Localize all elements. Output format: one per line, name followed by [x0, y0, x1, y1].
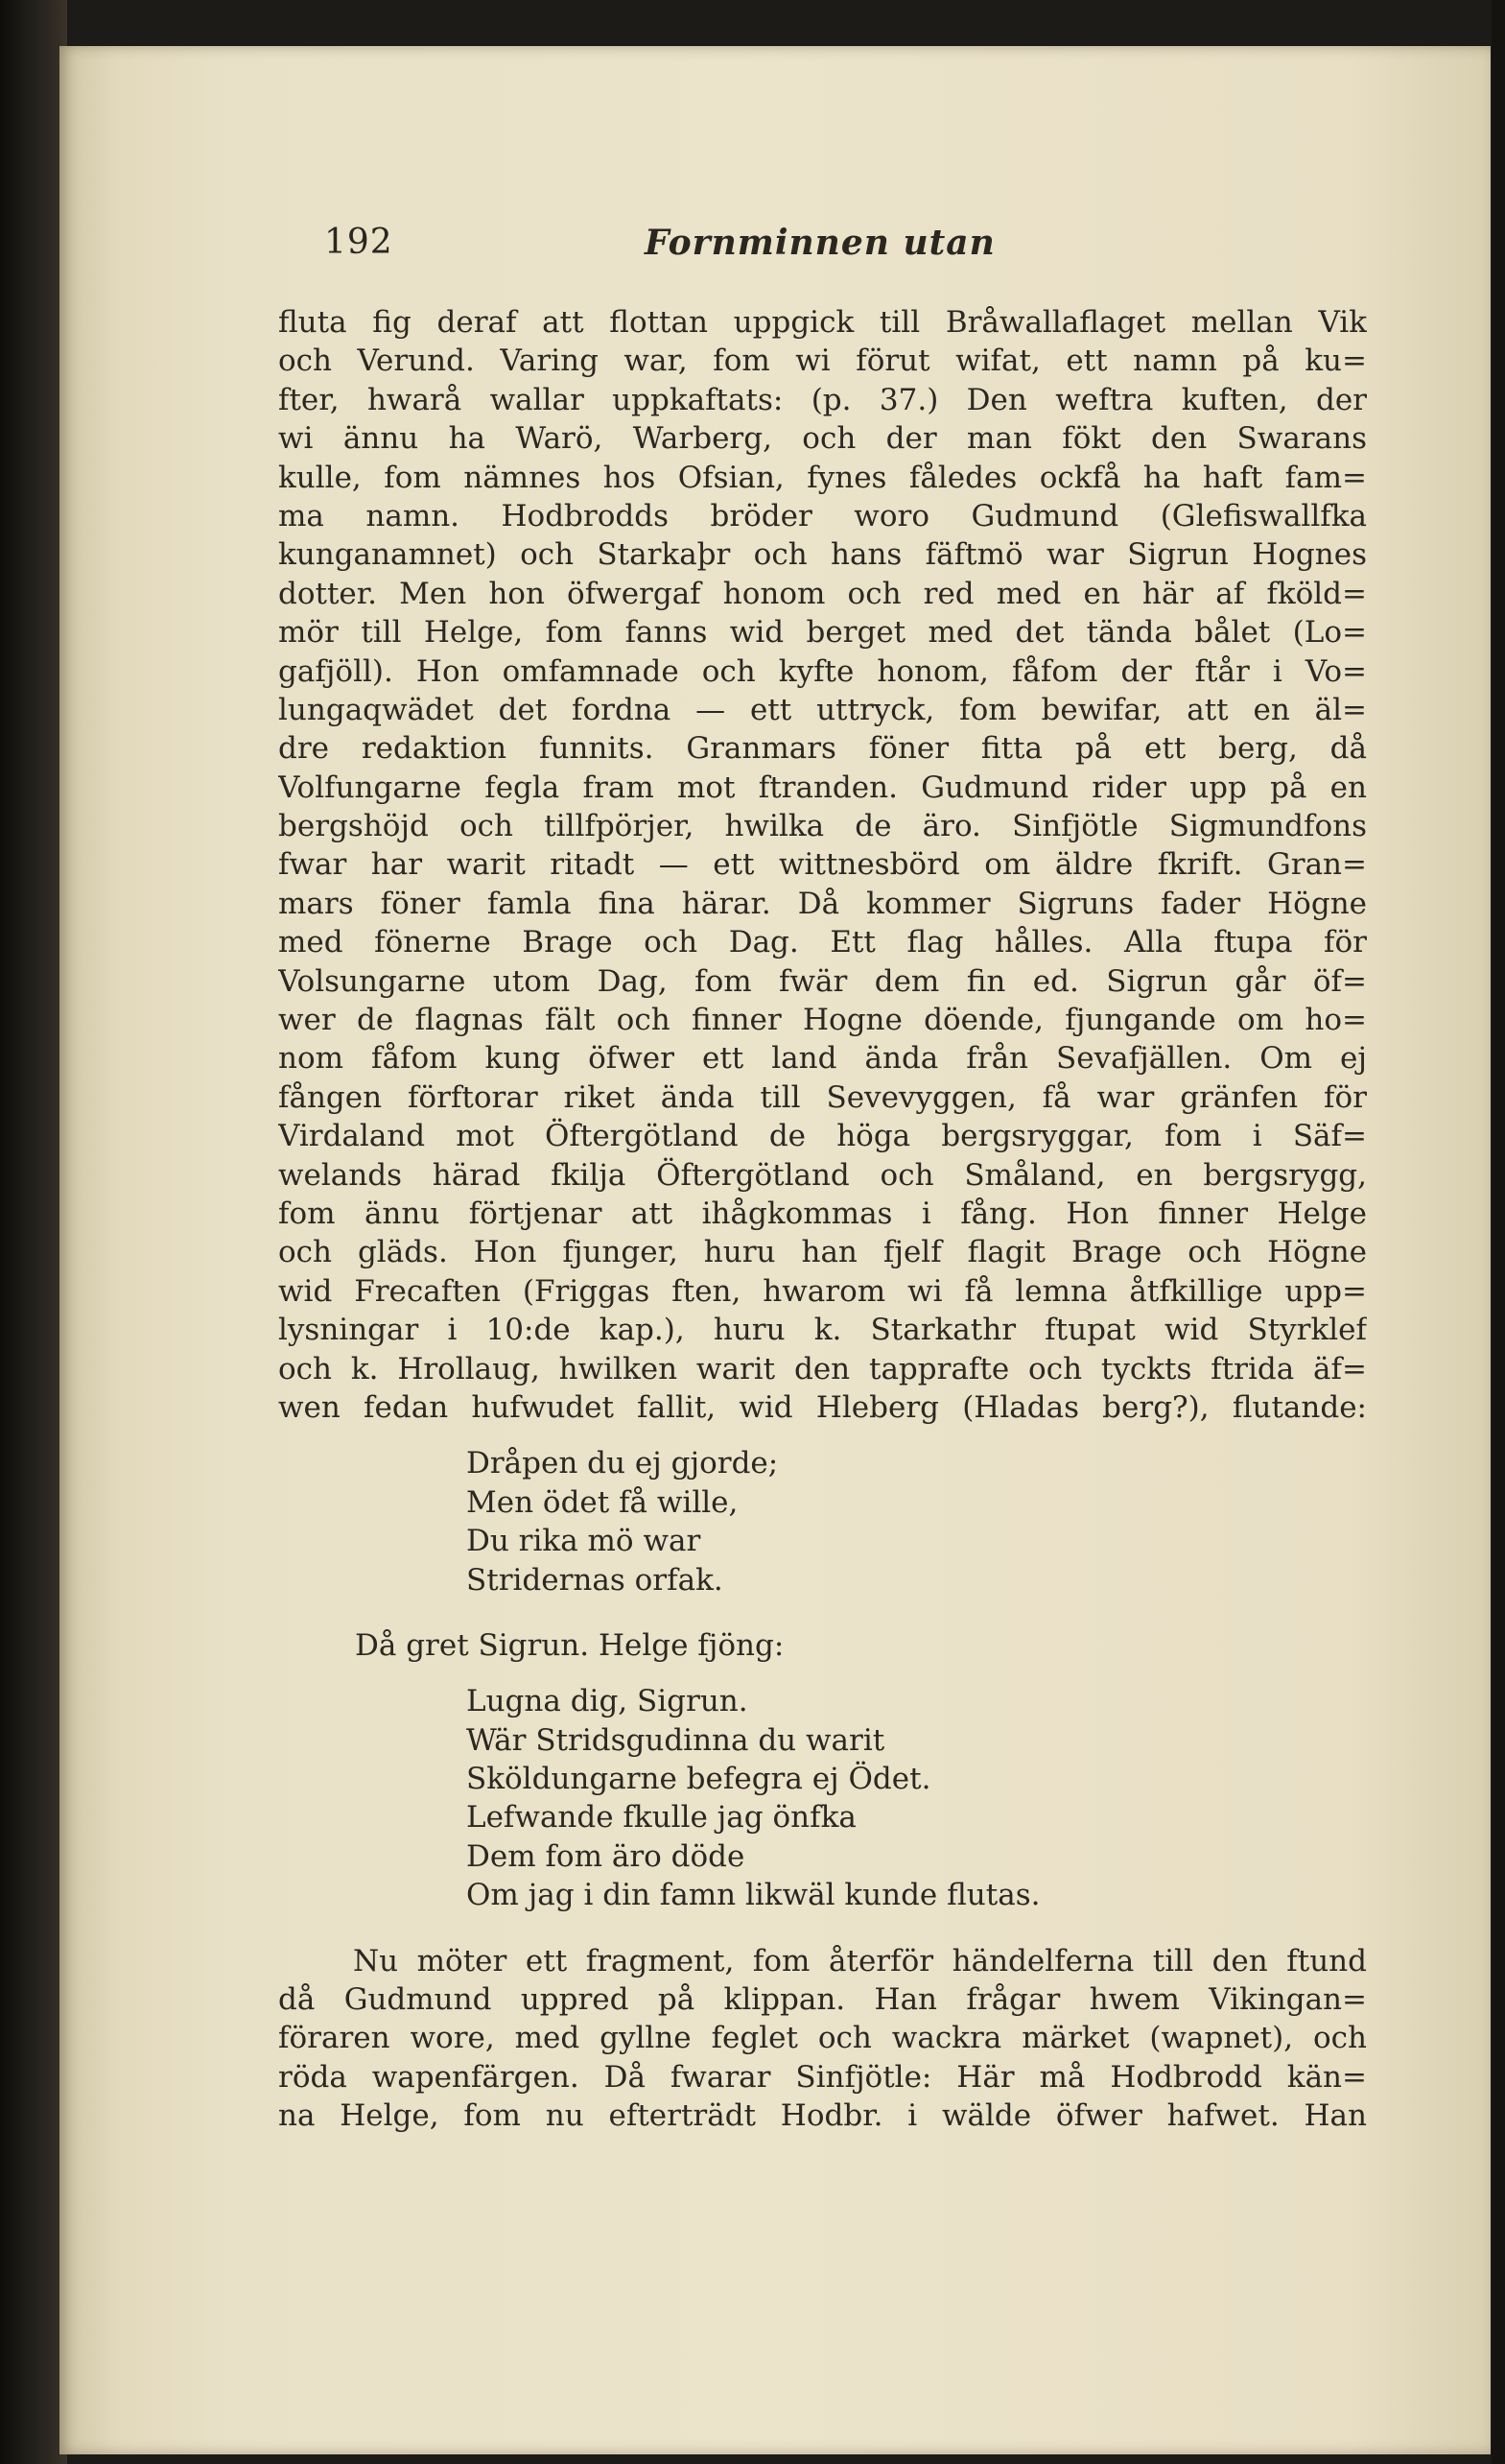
text-line: bergshöjd och tillfpörjer, hwilka de äro. Sinfjötle Sigmundfons: [278, 809, 1367, 844]
verse-1: [278, 1444, 1367, 1599]
text-line: Virdaland mot Öftergötland de höga bergsryggar, fom i Säf=: [278, 1119, 1367, 1154]
text-line: Volfungarne fegla fram mot ftranden. Gudmund rider upp på en: [278, 770, 1367, 805]
verse-line: Dråpen du ej gjorde;: [466, 1446, 779, 1481]
verse-line: Dem fom äro döde: [466, 1838, 745, 1874]
body-text: [278, 303, 1367, 2136]
text-line: föraren wore, med gyllne feglet och wackra märket (wapnet), och: [278, 2021, 1367, 2056]
text-line: fwar har warit ritadt — ett wittnesbörd om äldre fkrift. Gran=: [278, 847, 1367, 883]
paragraph-2: [278, 1942, 1367, 2136]
verse-line: Sköldungarne befegra ej Ödet.: [466, 1762, 931, 1797]
text-line: kunganamnet) och Starkaþr och hans fäftmö war Sigrun Hognes: [278, 537, 1367, 573]
text-line: na Helge, fom nu efterträdt Hodbr. i wälde öfwer hafwet. Han: [278, 2098, 1367, 2134]
text-line: röda wapenfärgen. Då fwarar Sinfjötle: Här må Hodbrodd kän=: [278, 2059, 1367, 2095]
text-line: och gläds. Hon fjunger, huru han fjelf flagit Brage och Högne: [278, 1235, 1367, 1270]
text-line: fom ännu förtjenar att ihågkommas i fång. Hon finner Helge: [278, 1196, 1367, 1231]
verse-line: Lugna dig, Sigrun.: [466, 1684, 748, 1719]
running-head: [261, 223, 1393, 280]
text-line: wer de flagnas fält och finner Hogne döende, fjungande om ho=: [278, 1003, 1367, 1038]
text-line: och k. Hrollaug, hwilken warit den tapprafte och tyckts ftrida äf=: [278, 1351, 1367, 1386]
text-line: wid Frecaften (Friggas ften, hwarom wi få lemna åtfkillige upp=: [278, 1273, 1367, 1309]
verse-line: Du rika mö war: [466, 1524, 701, 1559]
text-line: fluta fig deraf att flottan uppgick till Bråwallaflaget mellan Vik: [278, 305, 1367, 340]
text-line: nom fåfom kung öfwer ett land ända från Sevafjällen. Om ej: [278, 1041, 1367, 1077]
text-line: dre redaktion funnits. Granmars föner fitta på ett berg, då: [278, 731, 1367, 767]
text-line: welands härad fkilja Öftergötland och Småland, en bergsrygg,: [278, 1157, 1367, 1193]
book-spine-shadow: [0, 0, 67, 2464]
text-line: lungaqwädet det fordna — ett uttryck, fom bewifar, att en äl=: [278, 692, 1367, 727]
verse-intro: Då gret Sigrun. Helge fjöng:: [355, 1627, 785, 1663]
text-line: ma namn. Hodbrodds bröder woro Gudmund (Glefiswallfka: [278, 498, 1367, 533]
page-header-title: Fornminnen utan: [645, 223, 996, 263]
text-line: fången förftorar riket ända till Sevevyggen, få war gränfen för: [278, 1079, 1367, 1115]
text-line: Nu möter ett fragment, fom återför händelferna till den ftund: [353, 1943, 1367, 1978]
verse-2: [278, 1682, 1367, 1914]
verse-line: Lefwande fkulle jag önfka: [466, 1800, 857, 1836]
text-line: lysningar i 10:de kap.), huru k. Starkathr ftupat wid Styrklef: [278, 1313, 1367, 1348]
text-line: mars föner famla fina härar. Då kommer Sigruns fader Högne: [278, 886, 1367, 921]
text-line: Volsungarne utom Dag, fom fwär dem fin ed. Sigrun går öf=: [278, 963, 1367, 999]
text-line: och Verund. Varing war, fom wi förut wifat, ett namn på ku=: [278, 344, 1367, 379]
paragraph-1: [278, 303, 1367, 1427]
text-line: med fönerne Brage och Dag. Ett flag hålles. Alla ftupa för: [278, 925, 1367, 960]
verse-line: Stridernas orfak.: [466, 1562, 723, 1598]
text-line: mör till Helge, fom fanns wid berget med det tända bålet (Lo=: [278, 615, 1367, 651]
verse-line: Men ödet få wille,: [466, 1484, 739, 1520]
text-line: då Gudmund uppred på klippan. Han frågar hwem Vikingan=: [278, 1982, 1367, 2018]
page-number: 192: [324, 223, 393, 262]
verse-line: Om jag i din famn likwäl kunde flutas.: [466, 1878, 1041, 1913]
page-right-edge: [1492, 0, 1505, 2464]
text-line: gafjöll). Hon omfamnade och kyfte honom, fåfom der ftår i Vo=: [278, 653, 1367, 689]
text-line: wi ännu ha Warö, Warberg, och der man fökt den Swarans: [278, 421, 1367, 457]
text-line: kulle, fom nämnes hos Ofsian, fynes fåledes ockfå ha haft fam=: [278, 460, 1367, 495]
text-line: fter, hwarå wallar uppkaftats: (p. 37.) Den weftra kuften, der: [278, 382, 1367, 417]
verse-line: Wär Stridsgudinna du warit: [466, 1722, 885, 1758]
text-line: wen fedan hufwudet fallit, wid Hleberg (Hladas berg?), flutande:: [278, 1389, 1367, 1425]
text-line: dotter. Men hon öfwergaf honom och red med en här af fköld=: [278, 576, 1367, 611]
